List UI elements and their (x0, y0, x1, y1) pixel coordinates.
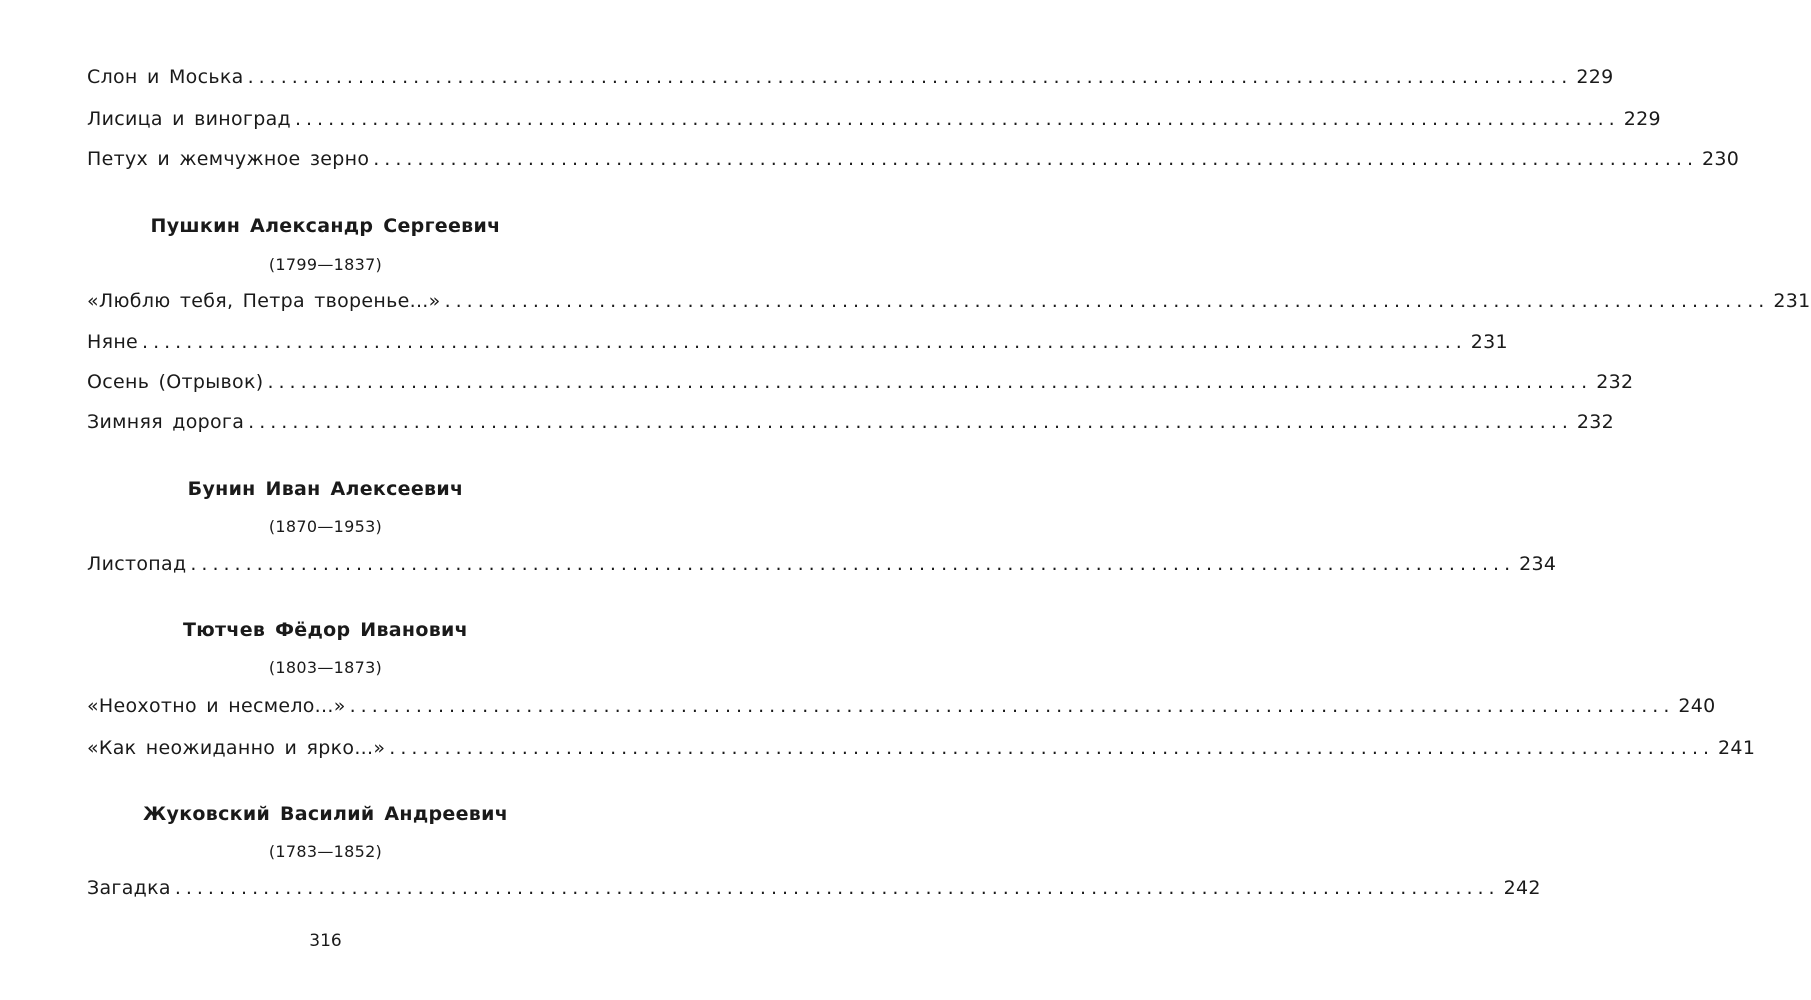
entry-title: Листопад (87, 553, 187, 575)
toc-entry (87, 108, 1661, 130)
dot-leader: ........................................................................................................................ (444, 290, 1770, 312)
toc-entry (87, 877, 1541, 899)
entry-page: 242 (1503, 877, 1541, 899)
dot-leader: ........................................................................................................................ (190, 553, 1516, 575)
entry-page: 231 (1470, 331, 1508, 353)
dot-leader: ........................................................................................................................ (174, 877, 1500, 899)
dot-leader: ........................................................................................................................ (389, 737, 1715, 759)
toc-entry (87, 695, 1716, 717)
entry-title: Лисица и виноград (87, 108, 291, 130)
author-years: (1870—1953) (268, 517, 383, 536)
entry-title: Осень (Отрывок) (87, 371, 264, 393)
author-heading: Пушкин Александр Сергеевич (150, 215, 501, 237)
entry-title: Зимняя дорога (87, 411, 245, 433)
entry-page: 232 (1576, 411, 1615, 433)
toc-entry (87, 66, 1614, 88)
entry-page: 229 (1623, 108, 1661, 130)
toc-entry (87, 290, 1811, 312)
toc-entry (87, 148, 1740, 170)
dot-leader: ........................................................................................................................ (248, 411, 1573, 433)
toc-entry (87, 737, 1756, 759)
toc-entry (87, 411, 1615, 433)
dot-leader: ........................................................................................................................ (373, 148, 1699, 170)
dot-leader: ........................................................................................................................ (142, 331, 1467, 353)
author-heading: Бунин Иван Алексеевич (187, 478, 464, 500)
entry-page: 231 (1773, 290, 1811, 312)
entry-page: 232 (1596, 371, 1634, 393)
dot-leader: ........................................................................................................................ (294, 108, 1620, 130)
entry-title: «Люблю тебя, Петра творенье...» (87, 290, 441, 312)
author-heading: Тютчев Фёдор Иванович (183, 619, 468, 641)
entry-title: Слон и Моська (87, 66, 244, 88)
entry-page: 241 (1718, 737, 1756, 759)
author-years: (1799—1837) (268, 255, 383, 274)
entry-page: 230 (1702, 148, 1740, 170)
entry-title: «Как неожиданно и ярко...» (87, 737, 386, 759)
author-years: (1803—1873) (268, 658, 383, 677)
dot-leader: ........................................................................................................................ (247, 66, 1573, 88)
dot-leader: ........................................................................................................................ (267, 371, 1593, 393)
author-years: (1783—1852) (268, 842, 383, 861)
dot-leader: ........................................................................................................................ (349, 695, 1675, 717)
toc-entry (87, 371, 1634, 393)
entry-title: «Неохотно и несмело...» (87, 695, 346, 717)
toc-entry (87, 331, 1508, 353)
author-heading: Жуковский Василий Андреевич (142, 803, 509, 825)
entry-title: Няне (87, 331, 139, 353)
entry-title: Петух и жемчужное зерно (87, 148, 370, 170)
entry-title: Загадка (87, 877, 171, 899)
entry-page: 229 (1576, 66, 1614, 88)
entry-page: 240 (1678, 695, 1716, 717)
entry-page: 234 (1519, 553, 1557, 575)
toc-entry (87, 553, 1557, 575)
page-number: 316 (309, 931, 342, 951)
